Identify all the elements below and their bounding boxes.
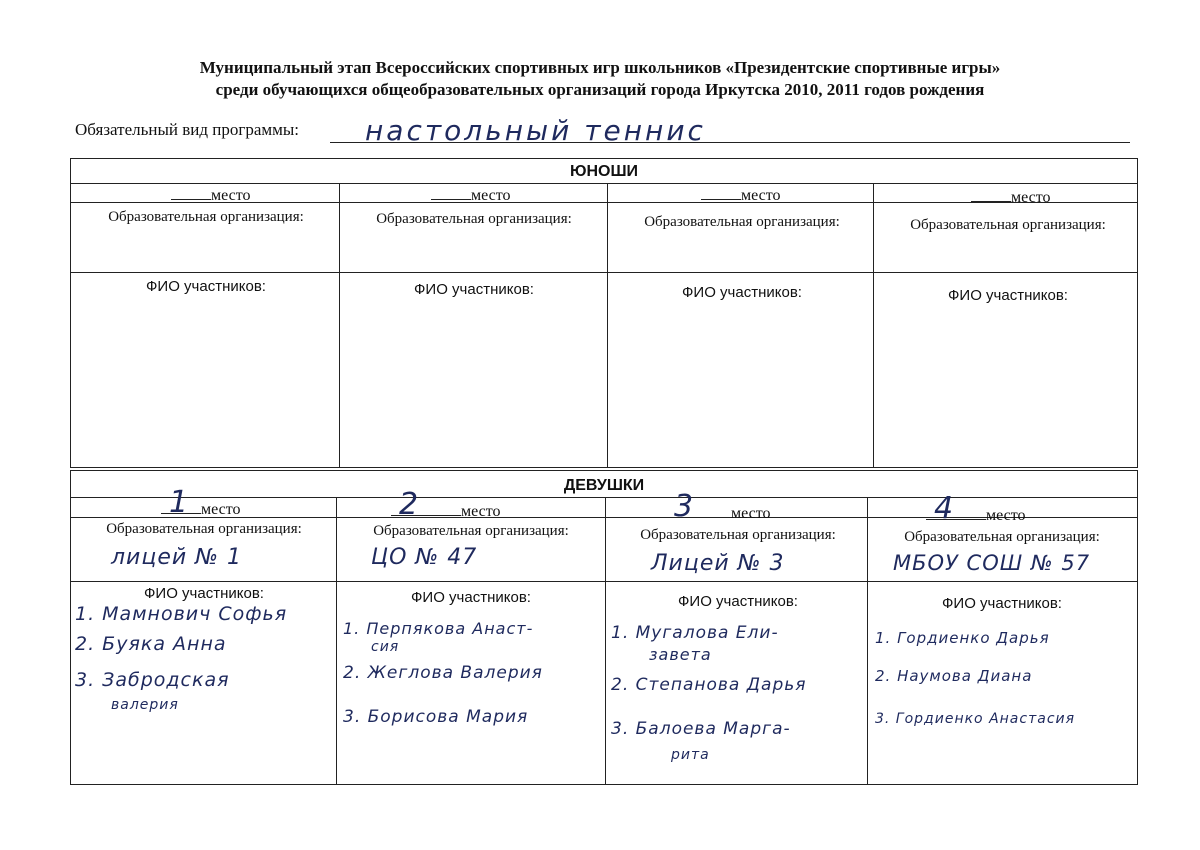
boys-fio-label-1: ФИО участников:: [146, 278, 266, 295]
girls-place-3-number: 3: [674, 489, 694, 524]
program-kind-row: [75, 110, 1145, 146]
girls-participant-3-3: 3. Балоева Марга-: [611, 719, 791, 739]
girls-org-value-3: Лицей № 3: [651, 551, 785, 576]
girls-participant-1-3: 3. Забродская: [75, 669, 230, 691]
boys-heading: ЮНОШИ: [569, 163, 639, 180]
girls-fio-label-2: ФИО участников:: [411, 589, 531, 606]
girls-participant-4-1: 1. Гордиенко Дарья: [875, 629, 1050, 647]
document-title-line-1: Муниципальный этап Всероссийских спортивных игр школьников «Президентские спортивные игры»: [199, 58, 1001, 77]
program-kind-label: Обязательный вид программы:: [75, 120, 300, 139]
girls-participant-4-2: 2. Наумова Диана: [875, 667, 1033, 685]
girls-place-1: 1 место: [161, 499, 241, 519]
girls-participant-2-1: 1. Перпякова Анаст-: [343, 619, 534, 638]
document-title-line-2: среди обучающихся общеобразовательных организаций города Иркутска 2010, 2011 годов рождения: [215, 80, 985, 99]
boys-place-1: место: [171, 185, 251, 205]
boys-place-4: место: [971, 187, 1051, 207]
girls-org-value-4: МБОУ СОШ № 57: [893, 551, 1091, 575]
boys-org-label-2: Образовательная организация:: [376, 211, 572, 227]
girls-participant-3-1-cont: завета: [649, 645, 712, 664]
girls-place-2: 2 место: [391, 501, 501, 521]
girls-place-4: 4 место: [926, 505, 1026, 525]
boys-fio-label-2: ФИО участников:: [414, 281, 534, 298]
girls-org-value-1: лицей № 1: [111, 545, 243, 570]
girls-fio-label-4: ФИО участников:: [942, 595, 1062, 612]
girls-fio-label-3: ФИО участников:: [678, 593, 798, 610]
girls-fio-label-1: ФИО участников:: [144, 585, 264, 602]
girls-org-value-2: ЦО № 47: [371, 545, 478, 570]
girls-org-label-2: Образовательная организация:: [373, 523, 569, 539]
boys-fio-label-4: ФИО участников:: [948, 287, 1068, 304]
girls-org-label-1: Образовательная организация:: [106, 521, 302, 537]
girls-org-label-4: Образовательная организация:: [904, 529, 1100, 545]
girls-participant-1-2: 2. Буяка Анна: [75, 633, 227, 655]
girls-participant-1-1: 1. Мамнович Софья: [75, 603, 288, 625]
boys-org-label-1: Образовательная организация:: [108, 209, 304, 225]
girls-participant-2-1-cont: сия: [371, 639, 400, 655]
girls-participant-3-1: 1. Мугалова Ели-: [611, 623, 779, 643]
boys-place-2: место: [431, 185, 511, 205]
girls-participant-2-3: 3. Борисова Мария: [343, 707, 529, 727]
girls-participant-3-2: 2. Степанова Дарья: [611, 675, 807, 695]
girls-participant-1-3-cont: валерия: [111, 697, 179, 713]
girls-place-1-number: 1: [169, 485, 189, 520]
boys-org-label-4: Образовательная организация:: [910, 217, 1106, 233]
boys-table: [70, 158, 1138, 468]
girls-place-3: 3 место: [666, 503, 771, 523]
girls-participant-2-2: 2. Жеглова Валерия: [343, 663, 543, 683]
program-kind-value: настольный теннис: [365, 114, 706, 147]
girls-place-2-number: 2: [399, 487, 419, 522]
boys-place-3: место: [701, 185, 781, 205]
boys-fio-label-3: ФИО участников:: [682, 284, 802, 301]
girls-participant-4-3: 3. Гордиенко Анастасия: [875, 711, 1076, 727]
girls-table: [70, 470, 1138, 785]
girls-heading: ДЕВУШКИ: [563, 477, 645, 494]
girls-participant-3-3-cont: рита: [671, 747, 710, 763]
girls-place-4-number: 4: [934, 491, 954, 526]
girls-org-label-3: Образовательная организация:: [640, 527, 836, 543]
boys-org-label-3: Образовательная организация:: [644, 214, 840, 230]
